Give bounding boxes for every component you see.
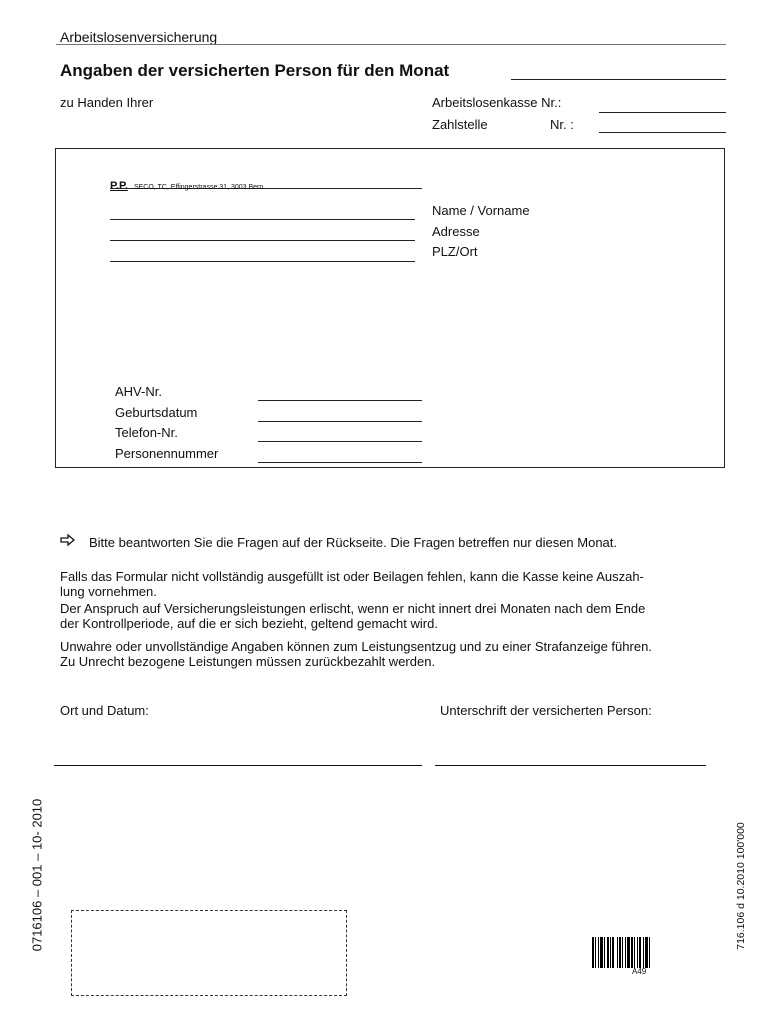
addressee-label: zu Handen Ihrer bbox=[60, 95, 154, 110]
barcode-bar bbox=[631, 937, 633, 968]
barcode-bar bbox=[619, 937, 621, 968]
address-line-3[interactable] bbox=[110, 261, 415, 262]
instruction-paragraph-2: Der Anspruch auf Versicherungsleistungen erlischt, wenn er nicht innert drei Monaten nach dem Ende der Kontrollperiode, auf die er sich bezieht, geltend gemacht wird. bbox=[60, 601, 646, 631]
barcode-bar bbox=[622, 937, 623, 968]
barcode-bar bbox=[625, 937, 626, 968]
barcode-bar bbox=[610, 937, 611, 968]
pp-address: SECO, TC, Effingerstrasse 31, 3003 Bern bbox=[133, 184, 264, 191]
form-title: Angaben der versicherten Person für den Monat bbox=[60, 61, 450, 80]
name-label: Name / Vorname bbox=[432, 203, 530, 218]
barcode-bar bbox=[592, 937, 594, 968]
adresse-label: Adresse bbox=[432, 224, 480, 239]
barcode-bar bbox=[612, 937, 614, 968]
pp-label: P.P. bbox=[110, 180, 128, 192]
barcode-bar bbox=[649, 937, 650, 968]
address-line-2[interactable] bbox=[110, 240, 415, 241]
ahv-label: AHV-Nr. bbox=[115, 384, 162, 399]
barcode-label: A49 bbox=[632, 967, 647, 976]
personennummer-label: Personennummer bbox=[115, 446, 219, 461]
barcode-bar bbox=[595, 937, 596, 968]
header-divider bbox=[56, 44, 726, 45]
unterschrift-label: Unterschrift der versicherten Person: bbox=[440, 703, 652, 718]
month-field[interactable] bbox=[511, 79, 726, 80]
pp-return-address bbox=[110, 176, 422, 192]
plz-ort-label: PLZ/Ort bbox=[432, 244, 478, 259]
right-arrow-icon bbox=[60, 533, 76, 547]
barcode-bar bbox=[598, 937, 599, 968]
barcode-bar bbox=[645, 937, 648, 968]
ort-datum-label: Ort und Datum: bbox=[60, 703, 149, 718]
telefon-field[interactable] bbox=[258, 441, 422, 442]
instruction-paragraph-1: Falls das Formular nicht vollständig ausgefüllt ist oder Beilagen fehlen, kann die Kasse keine Auszah- lung vornehmen. bbox=[60, 569, 644, 599]
barcode-bar bbox=[627, 937, 630, 968]
signature-field[interactable] bbox=[435, 765, 706, 766]
instruction-main: Bitte beantworten Sie die Fragen auf der Rückseite. Die Fragen betreffen nur diesen Monat. bbox=[89, 535, 618, 550]
form-code-right: 716.106 d 10.2010 100'000 bbox=[735, 822, 747, 950]
zahlstelle-nr-label: Nr. : bbox=[550, 117, 574, 132]
ort-datum-field[interactable] bbox=[54, 765, 422, 766]
geburtsdatum-label: Geburtsdatum bbox=[115, 405, 198, 420]
kasse-nr-label: Arbeitslosenkasse Nr.: bbox=[432, 95, 562, 110]
barcode-bar bbox=[637, 937, 638, 968]
barcode-bar bbox=[643, 937, 644, 968]
barcode-bar bbox=[604, 937, 605, 968]
kasse-nr-field[interactable] bbox=[599, 112, 726, 113]
geburtsdatum-field[interactable] bbox=[258, 421, 422, 422]
barcode-bar bbox=[617, 937, 618, 968]
instruction-paragraph-3: Unwahre oder unvollständige Angaben können zum Leistungsentzug und zu einer Strafanzeige führen. Zu Unrecht bezogene Leistungen müssen zurückbezahlt werden. bbox=[60, 639, 652, 669]
zahlstelle-nr-field[interactable] bbox=[599, 132, 726, 133]
barcode-bar bbox=[634, 937, 635, 968]
stamp-box bbox=[71, 910, 347, 996]
barcode-bar bbox=[639, 937, 641, 968]
barcode-bar bbox=[607, 937, 609, 968]
address-line-1[interactable] bbox=[110, 219, 415, 220]
barcode-bar bbox=[600, 937, 603, 968]
header-org: Arbeitslosenversicherung bbox=[60, 29, 218, 45]
zahlstelle-label: Zahlstelle bbox=[432, 117, 488, 132]
form-code-left: 0716106 – 001 – 10- 2010 bbox=[29, 798, 45, 952]
personennummer-field[interactable] bbox=[258, 462, 422, 463]
ahv-field[interactable] bbox=[258, 400, 422, 401]
telefon-label: Telefon-Nr. bbox=[115, 425, 178, 440]
barcode-icon bbox=[592, 937, 688, 968]
